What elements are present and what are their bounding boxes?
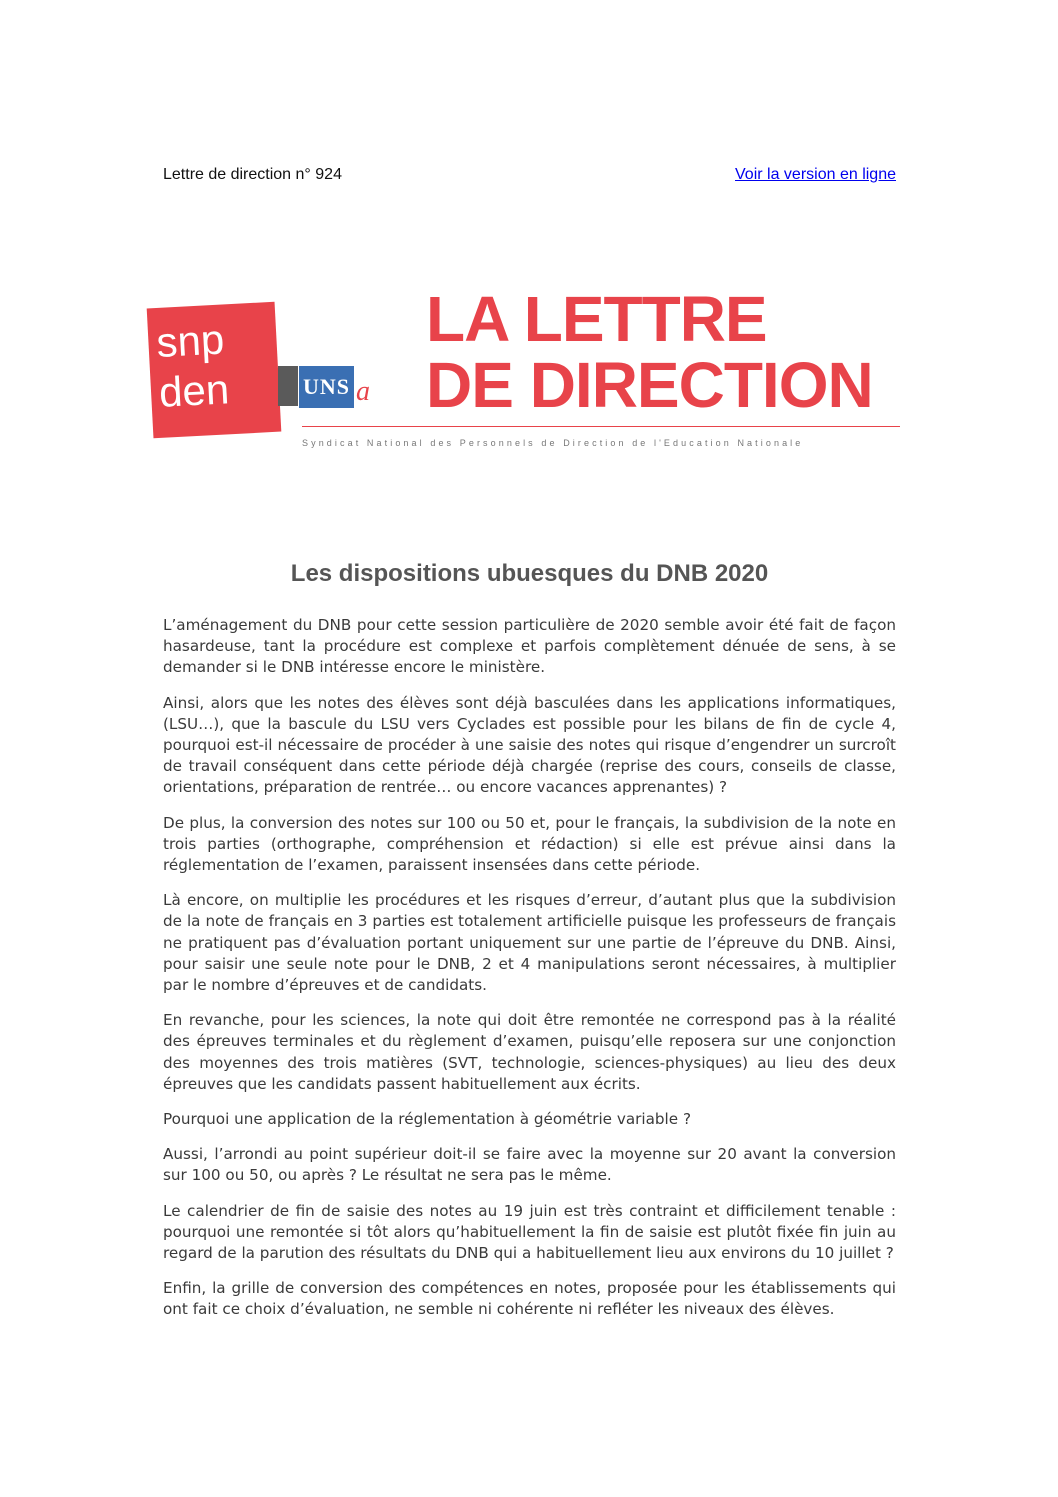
logo-grey-bar — [278, 366, 298, 406]
unsa-logo-a: a — [356, 376, 371, 407]
online-version-link[interactable]: Voir la version en ligne — [735, 166, 896, 183]
issue-number: Lettre de direction n° 924 — [163, 166, 342, 183]
logo-den-text: den — [157, 365, 231, 416]
masthead-divider — [302, 426, 900, 427]
top-line — [163, 166, 896, 184]
unsa-logo — [299, 366, 370, 408]
article-paragraph: L’aménagement du DNB pour cette session particulière de 2020 semble avoir été fait de façon hasardeuse, tant la procédure est complexe et parfois complètement dénuée de sens, à se demander si le DNB intéresse encore le ministère. — [163, 616, 896, 677]
masthead-tagline: Syndicat National des Personnels de Direction de l'Education Nationale — [302, 438, 804, 448]
article-paragraph: Pourquoi une application de la réglementation à géométrie variable ? — [163, 1110, 692, 1129]
article-paragraph: De plus, la conversion des notes sur 100 ou 50 et, pour le français, la subdivision de la note en trois parties (orthographe, compréhension et rédaction) si elle est prévue ainsi dans la réglementation de l’examen, paraissent insensées dans cette période. — [163, 813, 896, 875]
logo-snp-text: snp — [155, 315, 226, 366]
article-paragraph: Le calendrier de fin de saisie des notes au 19 juin est très contraint et difficilement tenable : pourquoi une remontée si tôt alors qu’habituellement la fin de saisie est plutôt fixée fin juin au regard de la parution des résultats du DNB qui a habituellement lieu aux environs du 10 juillet ? — [163, 1201, 896, 1263]
article-title: Les dispositions ubuesques du DNB 2020 — [290, 560, 769, 587]
masthead-title — [426, 283, 873, 421]
article-paragraph: Là encore, on multiplie les procédures et les risques d’erreur, d’autant plus que la subdivision de la note de français en 3 parties est totalement artificielle puisque les professeurs de français ne pratiquent pas d’évaluation portant uniquement sur une partie de l’épreuve du DNB. Ainsi, pour saisir une seule note pour le DNB, 2 et 4 manipulations seront nécessaires, à multiplier par le nombre d’épreuves et de candidats. — [163, 891, 896, 995]
article-paragraph: Ainsi, alors que les notes des élèves sont déjà basculées dans les applications informatiques, (LSU…), que la bascule du LSU vers Cyclades est possible pour les bilans de fin de cycle 4, pourquoi est-il nécessaire de procéder à une saisie des notes qui risque d’engendrer un surcroît de travail conséquent dans cette période déjà chargée (reprise des cours, conseils de classe, orientations, préparation de rentrée… ou encore vacances apprenantes) ? — [163, 693, 896, 797]
masthead-line-1: LA LETTRE — [426, 283, 767, 355]
article-paragraph: Enfin, la grille de conversion des compétences en notes, proposée pour les établissements qui ont fait ce choix d’évaluation, ne semble ni cohérente ni refléter les niveaux des élèves. — [163, 1279, 896, 1319]
unsa-logo-text: UNS — [299, 366, 354, 408]
snpden-logo-box — [147, 302, 282, 439]
article-paragraph: Aussi, l’arrondi au point supérieur doit-il se faire avec la moyenne sur 20 avant la conversion sur 100 ou 50, ou après ? Le résultat ne sera pas le même. — [163, 1145, 896, 1185]
article-body — [163, 615, 896, 1335]
masthead-line-2: DE DIRECTION — [426, 349, 873, 421]
article-paragraph: En revanche, pour les sciences, la note qui doit être remontée ne correspond pas à la réalité des épreuves terminales et du règlement d’examen, puisqu’elle reposera sur une conjonction des moyennes des trois matières (SVT, technologie, sciences-physiques) au lieu des deux épreuves que les candidats passent habituellement aux écrits. — [163, 1011, 896, 1093]
